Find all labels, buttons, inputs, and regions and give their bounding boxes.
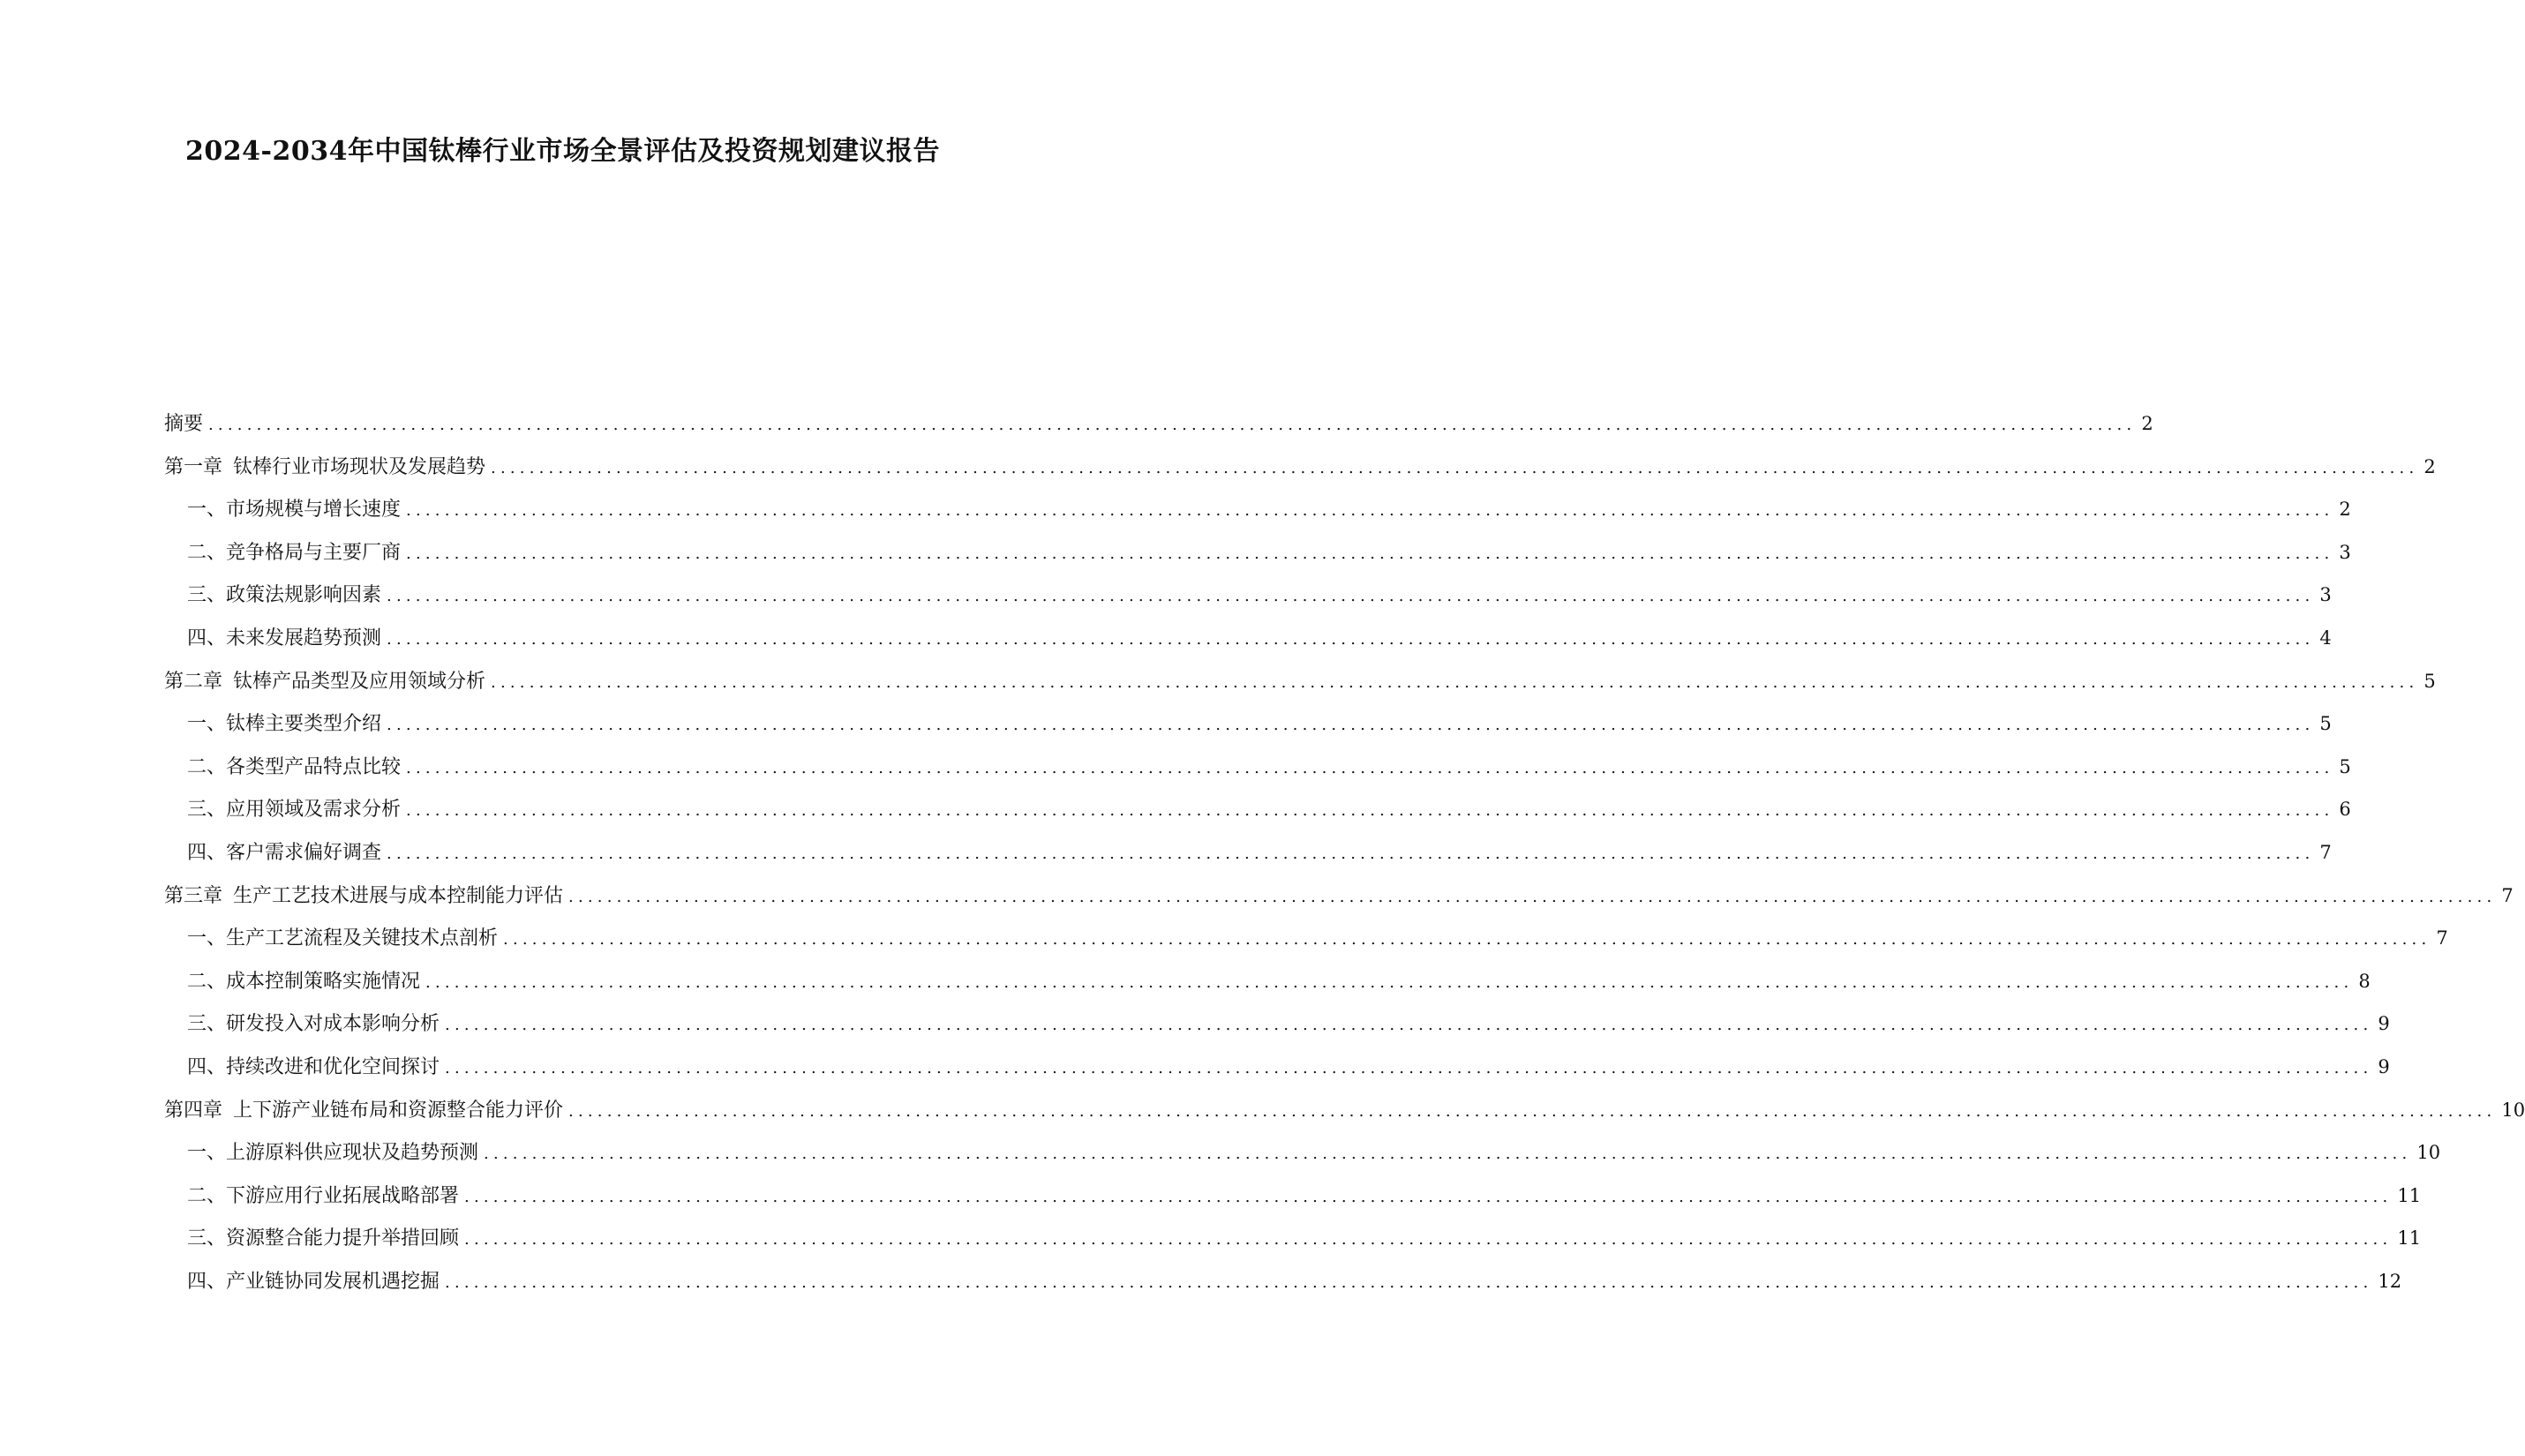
- toc-dot-leader: ........................................................................................................................................................................................................: [484, 1145, 2412, 1164]
- toc-section-entry[interactable]: [164, 1225, 2422, 1268]
- toc-entry-label: [187, 497, 401, 523]
- toc-entry-text: 下游应用行业拓展战略部署: [226, 1184, 460, 1207]
- toc-entry-label: [187, 926, 498, 952]
- toc-entry-prefix: 二、: [187, 970, 227, 993]
- toc-entry-text: 钛棒行业市场现状及发展趋势: [233, 455, 486, 478]
- toc-page-number: 7: [2319, 841, 2332, 863]
- toc-entry-label: [187, 840, 381, 867]
- toc-dot-leader: ........................................................................................................................................................................................................: [503, 930, 2431, 949]
- toc-page-number: 3: [2339, 541, 2351, 563]
- toc-entry-prefix: 第三章: [164, 884, 223, 907]
- toc-entry-text: 竞争格局与主要厂商: [226, 541, 402, 564]
- toc-entry-prefix: 二、: [187, 541, 227, 564]
- toc-dot-leader: ........................................................................................................................................................................................................: [568, 1101, 2497, 1121]
- toc-dot-leader: ........................................................................................................................................................................................................: [387, 844, 2315, 863]
- toc-dot-leader: ........................................................................................................................................................................................................: [406, 501, 2334, 521]
- toc-entry-prefix: 四、: [187, 1055, 227, 1078]
- toc-entry-text: 资源整合能力提升举措回顾: [226, 1227, 460, 1250]
- toc-section-entry[interactable]: [164, 1139, 2441, 1182]
- toc-chapter-entry[interactable]: [164, 668, 2436, 711]
- toc-section-entry[interactable]: [164, 710, 2332, 754]
- toc-chapter-entry[interactable]: [164, 454, 2436, 497]
- toc-section-entry[interactable]: [164, 1010, 2390, 1054]
- toc-entry-label: [187, 797, 401, 823]
- toc-entry-label: [187, 1140, 478, 1167]
- toc-entry-text: 生产工艺流程及关键技术点剖析: [226, 927, 499, 950]
- toc-entry-prefix: 第四章: [164, 1099, 223, 1122]
- toc-entry-text: 客户需求偏好调查: [226, 841, 382, 864]
- toc-dot-leader: ........................................................................................................................................................................................................: [406, 801, 2334, 821]
- toc-entry-prefix: 第二章: [164, 670, 223, 693]
- toc-page-number: 7: [2436, 927, 2448, 949]
- toc-dot-leader: ........................................................................................................................................................................................................: [445, 1016, 2373, 1035]
- toc-entry-text: 产业链协同发展机遇挖掘: [226, 1270, 440, 1293]
- toc-entry-label: [164, 669, 485, 695]
- toc-page-number: 12: [2378, 1270, 2402, 1292]
- toc-section-entry[interactable]: [164, 754, 2351, 797]
- toc-entry-text: 各类型产品特点比较: [226, 755, 402, 778]
- toc-entry-text: 钛棒产品类型及应用领域分析: [233, 670, 486, 693]
- toc-section-entry[interactable]: [164, 839, 2332, 882]
- toc-entry-prefix: 一、: [187, 499, 227, 522]
- toc-entry-prefix: 摘要: [164, 413, 204, 435]
- toc-page-number: 7: [2501, 884, 2514, 906]
- toc-page-number: 9: [2378, 1055, 2390, 1077]
- toc-section-entry[interactable]: [164, 1182, 2422, 1226]
- toc-section-entry[interactable]: [164, 925, 2448, 968]
- toc-entry-text: 钛棒主要类型介绍: [226, 713, 382, 736]
- toc-entry-label: [187, 626, 381, 652]
- toc-page-number: 2: [2424, 455, 2436, 477]
- toc-dot-leader: ........................................................................................................................................................................................................: [406, 544, 2334, 563]
- toc-entry-text: 持续改进和优化空间探讨: [226, 1055, 440, 1078]
- toc-entry-label: [164, 883, 563, 910]
- toc-entry-text: 上游原料供应现状及趋势预测: [226, 1142, 479, 1165]
- toc-entry-prefix: 三、: [187, 1013, 227, 1036]
- toc-entry-label: [187, 969, 420, 995]
- toc-entry-label: [187, 1011, 440, 1038]
- toc-section-entry[interactable]: [164, 625, 2332, 668]
- toc-entry-label: [187, 1054, 440, 1081]
- toc-entry-text: 成本控制策略实施情况: [226, 970, 421, 993]
- toc-entry-prefix: 三、: [187, 1227, 227, 1250]
- toc-section-entry[interactable]: [164, 539, 2351, 582]
- toc-chapter-entry[interactable]: [164, 1097, 2525, 1140]
- toc-entry-label: [164, 1098, 563, 1124]
- toc-entry-text: 研发投入对成本影响分析: [226, 1013, 440, 1036]
- toc-section-entry[interactable]: [164, 968, 2371, 1011]
- toc-page-number: 2: [2141, 413, 2153, 434]
- toc-page-number: 3: [2319, 584, 2332, 606]
- toc-dot-leader: ........................................................................................................................................................................................................: [445, 1058, 2373, 1077]
- toc-dot-leader: ........................................................................................................................................................................................................: [387, 629, 2315, 649]
- toc-entry-label: [187, 754, 401, 781]
- toc-entry-prefix: 一、: [187, 927, 227, 950]
- toc-entry-prefix: 二、: [187, 755, 227, 778]
- toc-entry-text: 应用领域及需求分析: [226, 799, 402, 822]
- toc-entry-label: [187, 1226, 459, 1252]
- toc-entry-text: 生产工艺技术进展与成本控制能力评估: [233, 884, 564, 907]
- toc-dot-leader: ........................................................................................................................................................................................................: [406, 758, 2334, 777]
- toc-page-number: 6: [2339, 799, 2351, 821]
- toc-page-number: 11: [2397, 1227, 2422, 1250]
- toc-page-number: 4: [2319, 627, 2332, 649]
- toc-dot-leader: ........................................................................................................................................................................................................: [387, 716, 2315, 735]
- toc-page-number: 8: [2358, 970, 2371, 992]
- toc-section-entry[interactable]: [164, 496, 2351, 539]
- toc-entry-prefix: 第一章: [164, 455, 223, 478]
- toc-entry-text: 上下游产业链布局和资源整合能力评价: [233, 1099, 564, 1122]
- toc-dot-leader: ........................................................................................................................................................................................................: [208, 416, 2137, 434]
- toc-page-number: 9: [2378, 1013, 2390, 1035]
- toc-entry-label: [187, 582, 381, 609]
- toc-entry-prefix: 四、: [187, 1270, 227, 1293]
- table-of-contents: [164, 410, 2525, 1310]
- toc-dot-leader: ........................................................................................................................................................................................................: [491, 458, 2419, 477]
- toc-entry-prefix: 三、: [187, 584, 227, 607]
- toc-entry-text: 政策法规影响因素: [226, 584, 382, 607]
- toc-section-entry[interactable]: [164, 582, 2332, 625]
- toc-page-number: 11: [2397, 1184, 2422, 1206]
- toc-dot-leader: ........................................................................................................................................................................................................: [464, 1187, 2393, 1206]
- toc-entry-prefix: 一、: [187, 1142, 227, 1165]
- toc-page-number: 5: [2319, 713, 2332, 735]
- toc-page-number: 5: [2424, 670, 2436, 692]
- toc-entry-prefix: 四、: [187, 627, 227, 649]
- toc-section-entry[interactable]: [164, 796, 2351, 839]
- toc-section-entry[interactable]: [164, 1054, 2390, 1097]
- toc-entry-label: [164, 411, 203, 438]
- toc-entry-label: [187, 711, 381, 738]
- toc-entry-prefix: 二、: [187, 1184, 227, 1207]
- toc-entry-prefix: 三、: [187, 799, 227, 822]
- toc-page-number: 10: [2501, 1099, 2525, 1121]
- toc-entry-text: 未来发展趋势预测: [226, 627, 382, 649]
- toc-entry-label: [187, 540, 401, 567]
- toc-chapter-entry[interactable]: [164, 882, 2514, 926]
- toc-dot-leader: ........................................................................................................................................................................................................: [425, 972, 2354, 992]
- toc-dot-leader: ........................................................................................................................................................................................................: [568, 887, 2497, 906]
- toc-dot-leader: ........................................................................................................................................................................................................: [491, 672, 2419, 692]
- toc-section-entry[interactable]: [164, 1268, 2402, 1311]
- toc-entry-label: [187, 1269, 440, 1295]
- toc-entry-prefix: 一、: [187, 713, 227, 736]
- toc-dot-leader: ........................................................................................................................................................................................................: [387, 587, 2315, 606]
- toc-chapter-entry[interactable]: [164, 410, 2153, 454]
- toc-entry-label: [187, 1183, 459, 1210]
- toc-entry-prefix: 四、: [187, 841, 227, 864]
- toc-entry-label: [164, 454, 485, 481]
- toc-dot-leader: ........................................................................................................................................................................................................: [445, 1272, 2373, 1292]
- toc-page-number: 10: [2416, 1142, 2441, 1164]
- document-title: 2024-2034年中国钛棒行业市场全景评估及投资规划建议报告: [185, 136, 940, 167]
- toc-page-number: 2: [2339, 499, 2351, 521]
- toc-dot-leader: ........................................................................................................................................................................................................: [464, 1230, 2393, 1250]
- toc-entry-text: 市场规模与增长速度: [226, 499, 402, 522]
- toc-page-number: 5: [2339, 755, 2351, 777]
